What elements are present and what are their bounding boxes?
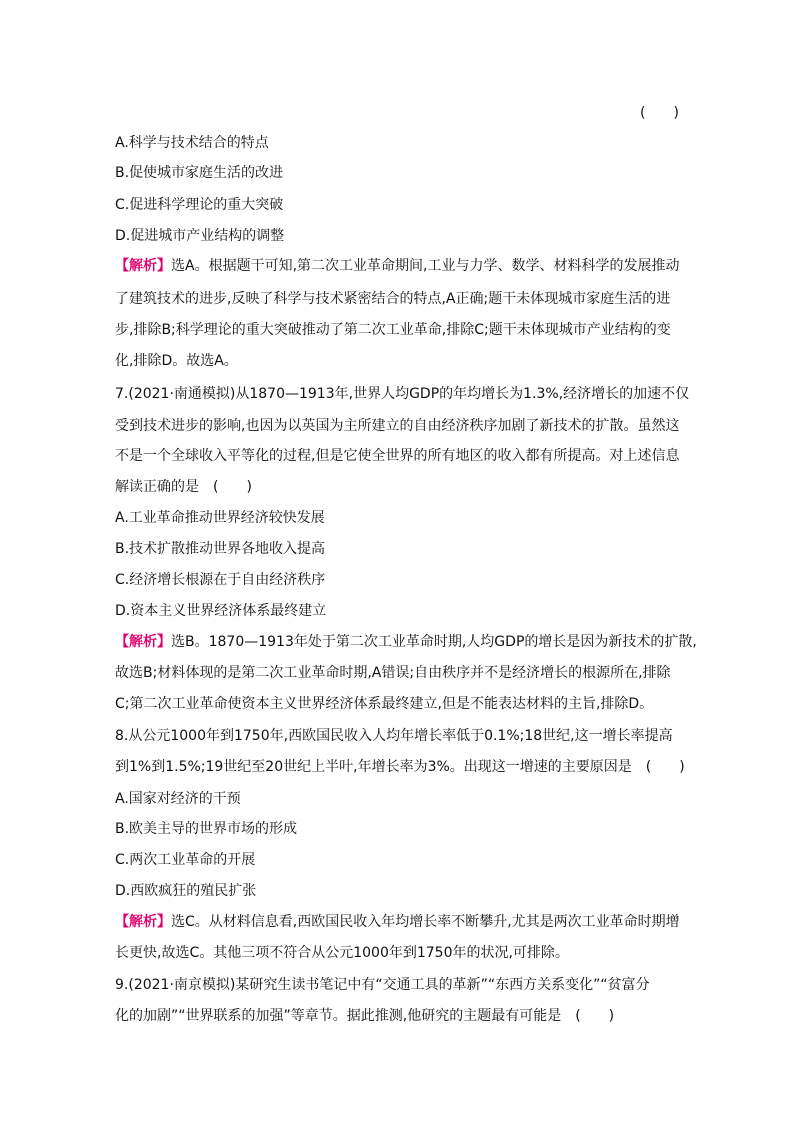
analysis-tag: 【解析】 (115, 258, 171, 274)
q7-stem-line: 不是一个全球收入平等化的过程,但是它使全世界的所有地区的收入都有所提高。对上述信息 (115, 448, 680, 464)
q8-stem-line: 到1%到1.5%;19世纪至20世纪上半叶,年增长率为3%。出现这一增速的主要原因是 ( ) (115, 759, 685, 775)
q7-analysis-line (115, 632, 697, 652)
q7-stem-line: 受到技术进步的影响,也因为以英国为主所建立的自由经济秩序加剧了新技术的扩散。虽然这 (115, 418, 680, 434)
q9-stem-line: 9.(2021·南京模拟)某研究生读书笔记中有“交通工具的革新”“东西方关系变化”“贫富分 (115, 977, 650, 993)
q7-option-d: D.资本主义世界经济体系最终建立 (115, 603, 327, 619)
q9-stem-line: 化的加剧”“世界联系的加强”等章节。据此推测,他研究的主题最有可能是 ( ) (115, 1008, 615, 1024)
q7-option-a: A.工业革命推动世界经济较快发展 (115, 510, 325, 526)
q8-option-c: C.两次工业革命的开展 (115, 852, 256, 868)
q6-option-a: A.科学与技术结合的特点 (115, 135, 269, 151)
q6-option-c: C.促进科学理论的重大突破 (115, 197, 284, 213)
q8-stem-line: 8.从公元1000年到1750年,西欧国民收入人均年增长率低于0.1%;18世纪,这一增长率提高 (115, 728, 673, 744)
q6-option-b: B.促使城市家庭生活的改进 (115, 165, 284, 181)
analysis-tag: 【解析】 (115, 914, 171, 930)
q6-analysis-line: 化,排除D。故选A。 (115, 353, 238, 369)
q7-analysis-line: 故选B;材料体现的是第二次工业革命时期,A错误;自由秩序并不是经济增长的根源所在,排除 (115, 665, 671, 681)
analysis-text: 选A。根据题干可知,第二次工业革命期间,工业与力学、数学、材料科学的发展推动 (171, 258, 680, 274)
q8-option-d: D.西欧疯狂的殖民扩张 (115, 883, 257, 899)
analysis-text: 选B。1870—1913年处于第二次工业革命时期,人均GDP的增长是因为新技术的扩散, (171, 634, 697, 650)
q7-analysis-line: C;第二次工业革命使资本主义世界经济体系最终建立,但是不能表达材料的主旨,排除D。 (115, 696, 654, 712)
q7-stem-line: 解读正确的是 ( ) (115, 479, 252, 495)
q7-stem-line: 7.(2021·南通模拟)从1870—1913年,世界人均GDP的年均增长为1.3%,经济增长的加速不仅 (115, 386, 690, 402)
answer-paren: ( ) (640, 105, 679, 121)
q7-option-c: C.经济增长根源在于自由经济秩序 (115, 572, 326, 588)
q8-option-a: A.国家对经济的干预 (115, 791, 241, 807)
q6-analysis-line: 步,排除B;科学理论的重大突破推动了第二次工业革命,排除C;题干未体现城市产业结构的变 (115, 322, 671, 338)
q8-analysis-line (115, 912, 685, 932)
q6-option-d: D.促进城市产业结构的调整 (115, 228, 285, 244)
analysis-text: 选C。从材料信息看,西欧国民收入年均增长率不断攀升,尤其是两次工业革命时期增 (171, 914, 680, 930)
q7-option-b: B.技术扩散推动世界各地收入提高 (115, 541, 326, 557)
analysis-tag: 【解析】 (115, 634, 171, 650)
q8-analysis-line: 长更快,故选C。其他三项不符合从公元1000年到1750年的状况,可排除。 (115, 945, 569, 961)
q6-analysis-line (115, 256, 685, 276)
q6-analysis-line: 了建筑技术的进步,反映了科学与技术紧密结合的特点,A正确;题干未体现城市家庭生活的进 (115, 291, 671, 307)
q8-option-b: B.欧美主导的世界市场的形成 (115, 821, 298, 837)
